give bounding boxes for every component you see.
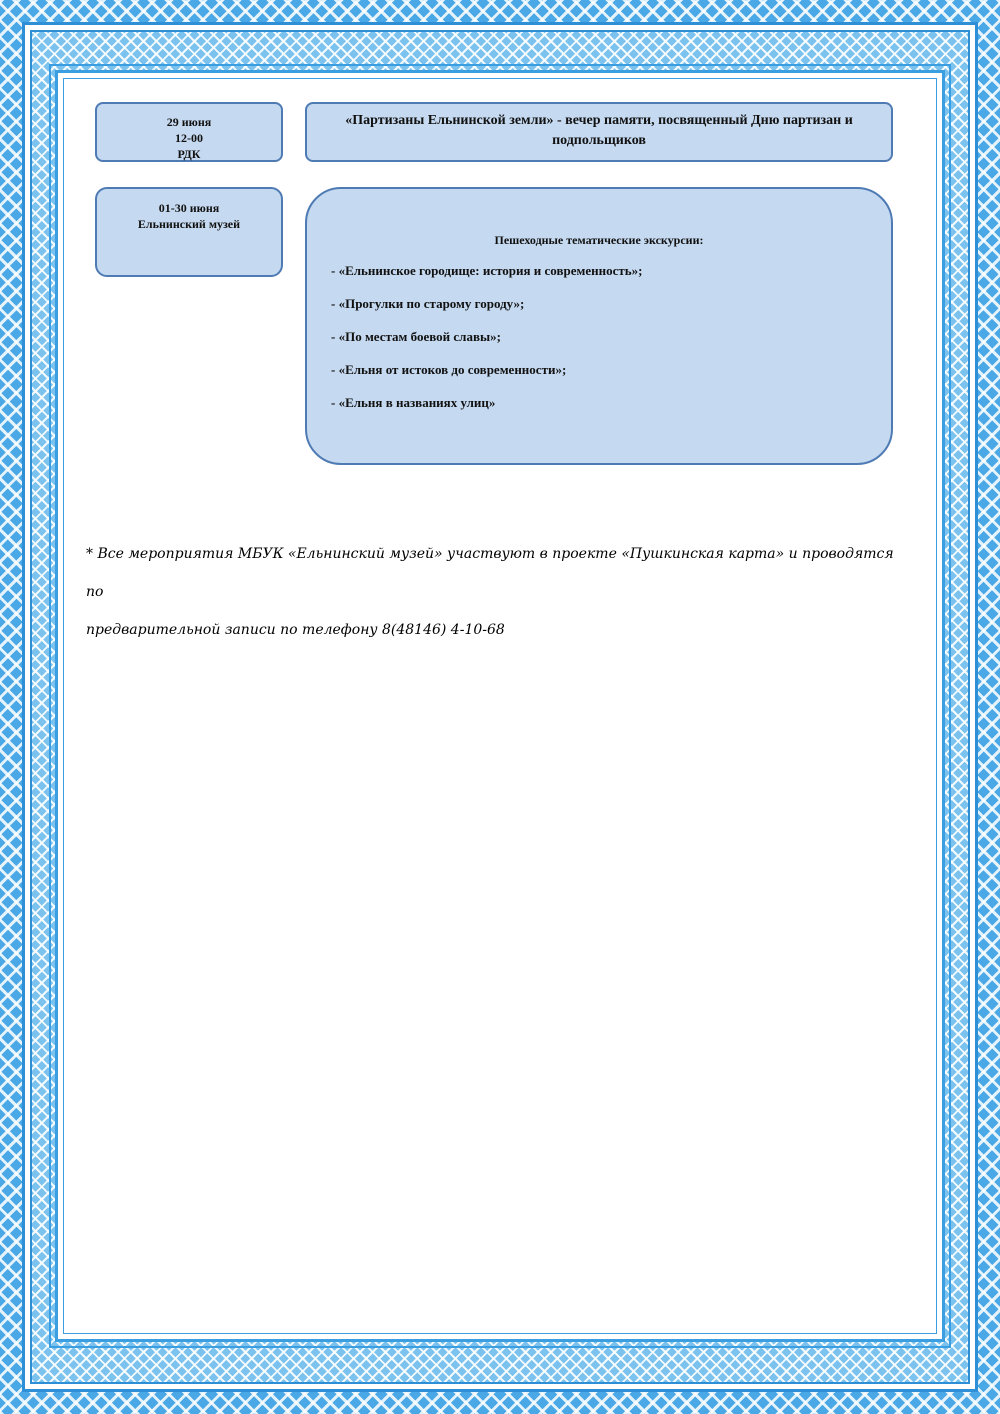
footnote bbox=[86, 535, 906, 649]
excursions-box bbox=[305, 187, 893, 465]
excursion-list bbox=[331, 261, 642, 426]
excursion-item: - «Ельнинское городище: история и современность»; bbox=[331, 263, 643, 278]
footnote-line: * Все мероприятия МБУК «Ельнинский музей» участвуют в проекте «Пушкинская карта» и проводятся по bbox=[86, 546, 894, 600]
event-title-box bbox=[305, 102, 893, 162]
event-title-line: «Партизаны Ельнинской земли» - вечер памяти, посвященный Дню партизан и bbox=[345, 113, 853, 128]
excursions-heading: Пешеходные тематические экскурсии: bbox=[494, 233, 704, 247]
excursion-item: - «Ельня в названиях улиц» bbox=[331, 395, 496, 410]
event-venue: Ельнинский музей bbox=[137, 217, 241, 231]
excursion-item: - «По местам боевой славы»; bbox=[331, 329, 501, 344]
event-date: 29 июня bbox=[166, 115, 212, 129]
footnote-line: предварительной записи по телефону 8(48146) 4-10-68 bbox=[86, 622, 505, 638]
excursion-item: - «Ельня от истоков до современности»; bbox=[331, 362, 567, 377]
event-time: 12-00 bbox=[175, 131, 203, 145]
excursion-item: - «Прогулки по старому городу»; bbox=[331, 296, 525, 311]
event-date-box bbox=[95, 102, 283, 162]
event-title-line: подпольщиков bbox=[552, 133, 646, 148]
event-date: 01-30 июня bbox=[158, 201, 220, 215]
event-date-box bbox=[95, 187, 283, 277]
event-venue: РДК bbox=[177, 147, 201, 161]
